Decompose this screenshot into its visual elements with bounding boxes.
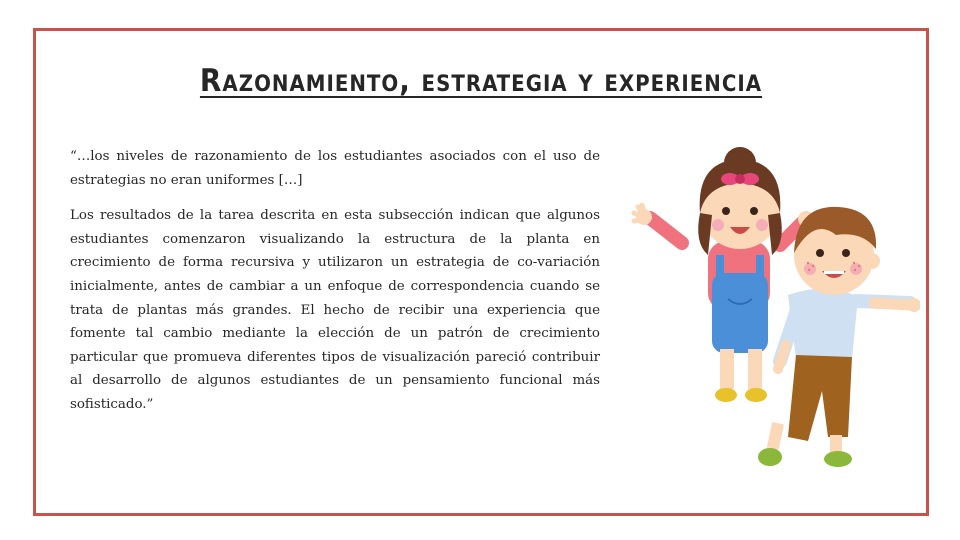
quote-intro-paragraph: “…los niveles de razonamiento de los estudiantes asociados con el uso de estrategias no eran uniformes […] bbox=[70, 149, 600, 188]
girl-figure bbox=[634, 147, 814, 402]
quote-body-paragraph: Los resultados de la tarea descrita en esta subsección indican que algunos estudiantes comenzaron visualizando la estructura de la planta en crecimiento de forma recursiva y utilizaron un estrategia de co-variación inicialmente, antes de cambiar a un enfoque de correspondencia cuando se trata de plantas más grandes. El hecho de recibir una experiencia que fomente tal cambio mediante la elección de un patrón de crecimiento particular que promueva diferentes tipos de visualización pareció contribuir al desarrollo de algunos estudiantes de un pensamiento funcional más sofisticado.” bbox=[70, 208, 600, 412]
body-text bbox=[70, 145, 600, 429]
children-cartoon-icon bbox=[620, 123, 920, 483]
slide-frame bbox=[33, 28, 929, 516]
slide-title: Razonamiento, estrategia y experiencia bbox=[199, 63, 763, 99]
